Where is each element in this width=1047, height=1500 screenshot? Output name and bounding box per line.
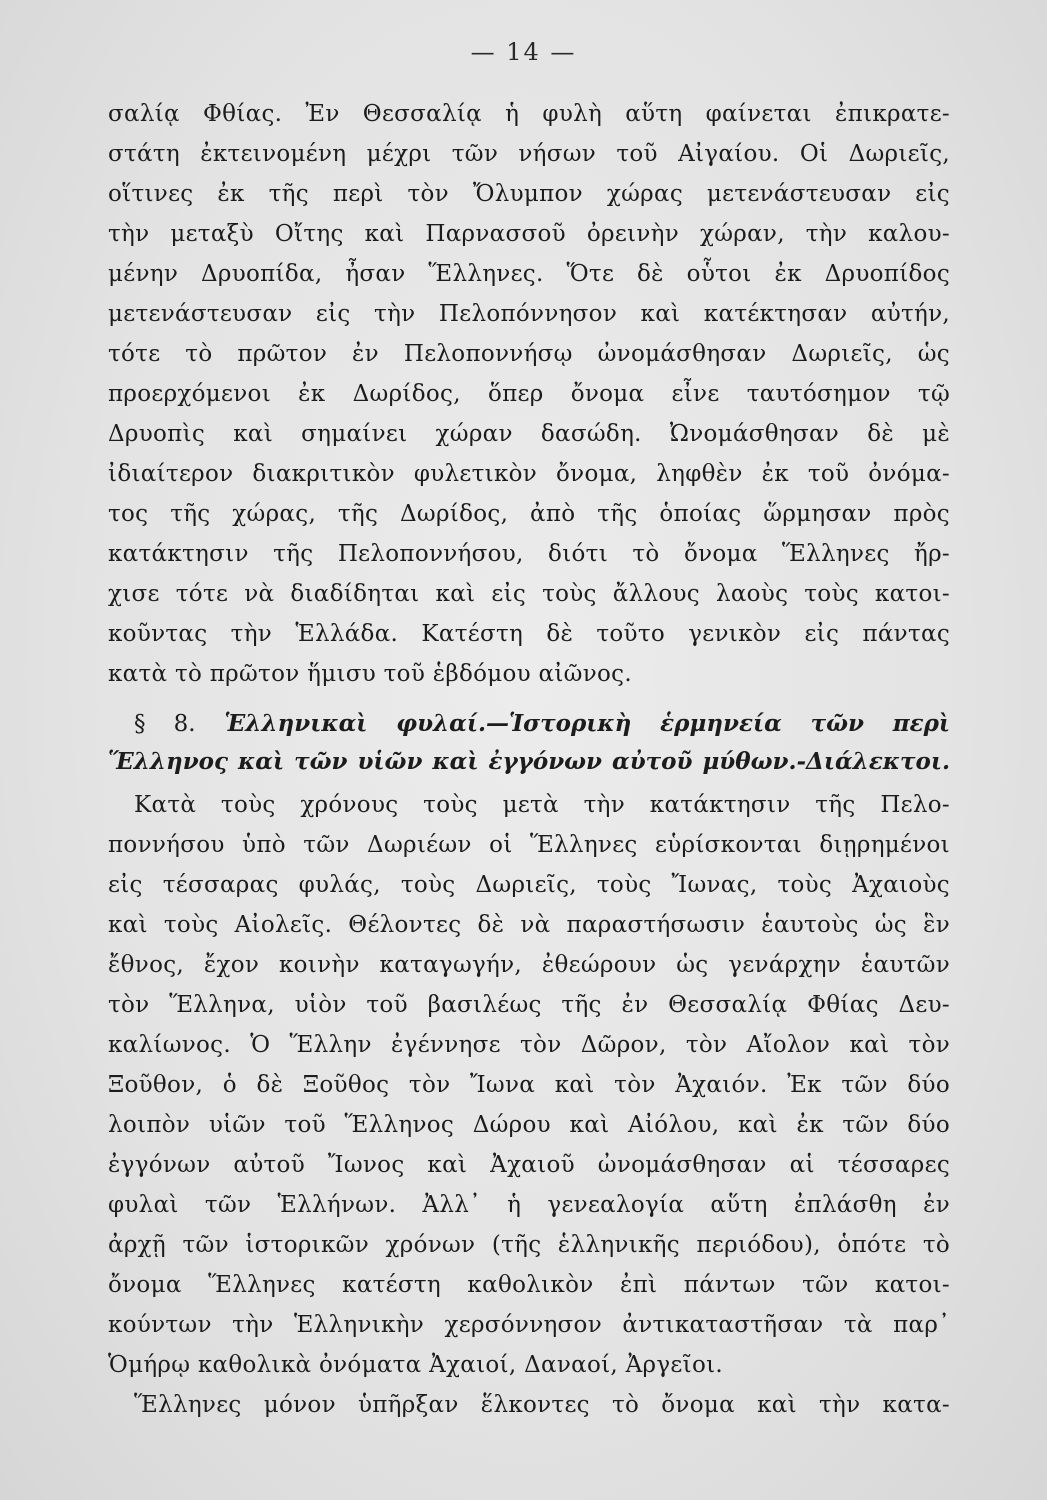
text-line: ἀρχῇ τῶν ἱστορικῶν χρόνων (τῆς ἑλληνικῆς περιόδου), ὁπότε τὸ bbox=[108, 1232, 950, 1258]
text-line: κατάκτησιν τῆς Πελοποννήσου, διότι τὸ ὄνομα Ἕλληνες ἤρ- bbox=[108, 541, 950, 567]
text-line: κοῦντας τὴν Ἑλλάδα. Κατέστη δὲ τοῦτο γενικὸν εἰς πάντας bbox=[108, 621, 950, 647]
text-line: οἵτινες ἐκ τῆς περὶ τὸν Ὄλυμπον χώρας μετενάστευσαν εἰς bbox=[108, 181, 950, 207]
paragraph-2 bbox=[108, 785, 950, 1425]
text-line: Κατὰ τοὺς χρόνους τοὺς μετὰ τὴν κατάκτησιν τῆς Πελο- bbox=[134, 792, 950, 818]
text-line: φυλαὶ τῶν Ἑλλήνων. Ἀλλ᾽ ἡ γενεαλογία αὕτη ἐπλάσθη ἐν bbox=[108, 1192, 950, 1218]
text-line: τὸν Ἕλληνα, υἱὸν τοῦ βασιλέως τῆς ἐν Θεσσαλίᾳ Φθίας Δευ- bbox=[108, 992, 950, 1018]
section-number: § 8. bbox=[134, 711, 196, 737]
text-line: Δρυοπὶς καὶ σημαίνει χώραν δασώδη. Ὠνομάσθησαν δὲ μὲ bbox=[108, 421, 950, 447]
text-line: χισε τότε νὰ διαδίδηται καὶ εἰς τοὺς ἄλλους λαοὺς τοὺς κατοι- bbox=[108, 581, 950, 607]
text-line: σαλίᾳ Φθίας. Ἐν Θεσσαλίᾳ ἡ φυλὴ αὕτη φαίνεται ἐπικρατε- bbox=[108, 101, 950, 127]
page-number: — 14 — bbox=[470, 38, 577, 66]
text-line: καὶ τοὺς Αἰολεῖς. Θέλοντες δὲ νὰ παραστήσωσιν ἑαυτοὺς ὡς ἓν bbox=[108, 912, 950, 938]
text-line: μετενάστευσαν εἰς τὴν Πελοπόννησον καὶ κατέκτησαν αὐτήν, bbox=[108, 301, 950, 327]
text-line: ποννήσου ὑπὸ τῶν Δωριέων οἱ Ἕλληνες εὑρίσκονται διῃρημένοι bbox=[108, 832, 950, 858]
text-line: Ὁμήρῳ καθολικὰ ὀνόματα Ἀχαιοί, Δαναοί, Ἀργεῖοι. bbox=[108, 1352, 724, 1378]
text-line: κούντων τὴν Ἑλληνικὴν χερσόννησον ἀντικαταστῆσαν τὰ παρ᾽ bbox=[108, 1312, 950, 1338]
text-line: εἰς τέσσαρας φυλάς, τοὺς Δωριεῖς, τοὺς Ἴωνας, τοὺς Ἀχαιοὺς bbox=[108, 872, 950, 898]
text-line: τος τῆς χώρας, τῆς Δωρίδος, ἀπὸ τῆς ὁποίας ὥρμησαν πρὸς bbox=[108, 501, 950, 527]
section-heading-line-1 bbox=[108, 705, 950, 743]
text-line: ἰδιαίτερον διακριτικὸν φυλετικὸν ὄνομα, ληφθὲν ἐκ τοῦ ὀνόμα- bbox=[108, 461, 950, 487]
text-line: προερχόμενοι ἐκ Δωρίδος, ὅπερ ὄνομα εἶνε ταυτόσημον τῷ bbox=[108, 381, 950, 407]
text-line: ἐγγόνων αὐτοῦ Ἴωνος καὶ Ἀχαιοῦ ὠνομάσθησαν αἱ τέσσαρες bbox=[108, 1152, 950, 1178]
section-heading bbox=[108, 705, 950, 781]
text-line: στάτη ἐκτεινομένη μέχρι τῶν νήσων τοῦ Αἰγαίου. Οἱ Δωριεῖς, bbox=[108, 141, 950, 167]
continuation-line: Ἕλληνες μόνον ὑπῆρξαν ἕλκοντες τὸ ὄνομα καὶ τὴν κατα- bbox=[134, 1392, 950, 1418]
text-line: ἔθνος, ἔχον κοινὴν καταγωγήν, ἐθεώρουν ὡς γενάρχην ἑαυτῶν bbox=[108, 952, 950, 978]
text-line: τότε τὸ πρῶτον ἐν Πελοποννήσῳ ὠνομάσθησαν Δωριεῖς, ὡς bbox=[108, 341, 950, 367]
text-line: τὴν μεταξὺ Οἴτης καὶ Παρνασσοῦ ὀρεινὴν χώραν, τὴν καλου- bbox=[108, 221, 950, 247]
text-line: Ξοῦθον, ὁ δὲ Ξοῦθος τὸν Ἴωνα καὶ τὸν Ἀχαιόν. Ἐκ τῶν δύο bbox=[108, 1072, 950, 1098]
paragraph-1 bbox=[108, 94, 950, 694]
text-line: καλίωνος. Ὁ Ἕλλην ἐγέννησε τὸν Δῶρον, τὸν Αἴολον καὶ τὸν bbox=[108, 1032, 950, 1058]
text-line: λοιπὸν υἱῶν τοῦ Ἕλληνος Δώρου καὶ Αἰόλου, καὶ ἐκ τῶν δύο bbox=[108, 1112, 950, 1138]
text-line: μένην Δρυοπίδα, ἦσαν Ἕλληνες. Ὅτε δὲ οὗτοι ἐκ Δρυοπίδος bbox=[108, 261, 950, 287]
text-line: κατὰ τὸ πρῶτον ἥμισυ τοῦ ἑβδόμου αἰῶνος. bbox=[108, 661, 632, 687]
text-line: ὄνομα Ἕλληνες κατέστη καθολικὸν ἐπὶ πάντων τῶν κατοι- bbox=[108, 1272, 950, 1298]
section-heading-line-2: Ἕλληνος καὶ τῶν υἱῶν καὶ ἐγγόνων αὐτοῦ μύθων.-Διάλεκτοι. bbox=[108, 748, 950, 775]
section-title-part-1: Ἑλληνικαὶ φυλαί.—Ἱστορικὴ ἑρμηνεία τῶν περὶ bbox=[224, 710, 950, 737]
